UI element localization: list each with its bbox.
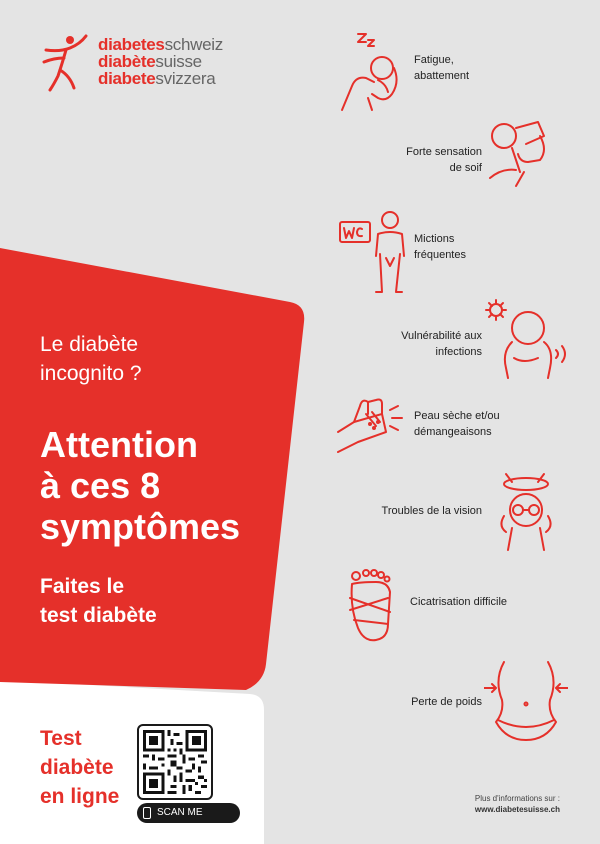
drinking-person-icon — [486, 118, 562, 190]
cta-text — [40, 572, 260, 630]
symptom-label: Forte sensation de soif — [406, 146, 482, 174]
logo-line-1: diabetesschweiz — [98, 35, 223, 54]
wc-person-icon — [338, 210, 408, 294]
itchy-hand-icon — [336, 392, 412, 462]
intro-text — [40, 330, 260, 388]
dizzy-vision-icon — [494, 472, 560, 552]
logo-line-2: diabètesuisse — [98, 52, 202, 71]
logo-line-3: diabetesvizzera — [98, 69, 216, 88]
headline-line-1: Attention — [40, 424, 198, 465]
headline-line-3: symptômes — [40, 506, 241, 547]
qr-code[interactable] — [137, 724, 213, 800]
symptom-label: Vulnérabilité aux infections — [401, 330, 482, 358]
website-link[interactable]: www.diabetesuisse.ch — [474, 805, 560, 814]
symptom-label: Troubles de la vision — [381, 505, 482, 517]
logo-figure-icon — [40, 32, 90, 92]
headline-line-2: à ces 8 — [40, 465, 161, 506]
weight-loss-waist-icon — [484, 660, 568, 742]
symptom-label: Perte de poids — [411, 696, 482, 708]
virus-person-icon — [484, 298, 568, 380]
scan-me-label: SCAN ME — [157, 807, 203, 818]
symptom-label: Peau sèche et/ou démangeaisons — [414, 410, 500, 438]
more-info-label: Plus d'informations sur : — [474, 794, 560, 803]
intro-line-2: incognito ? — [40, 362, 142, 385]
bandaged-foot-icon — [346, 568, 396, 644]
headline — [40, 424, 300, 547]
diabetes-logo[interactable] — [40, 28, 240, 98]
cta-line-1: Faites le — [40, 575, 125, 598]
symptom-label: Mictions fréquentes — [414, 233, 466, 261]
test-online-line-2: diabète — [40, 756, 114, 779]
test-online-text — [40, 724, 150, 811]
intro-line-1: Le diabète — [40, 333, 139, 356]
more-info — [475, 793, 560, 815]
symptom-label: Fatigue, abattement — [414, 54, 470, 82]
cta-line-2: test diabète — [40, 604, 157, 627]
tired-person-icon — [338, 32, 410, 112]
symptom-label: Cicatrisation difficile — [410, 596, 508, 608]
test-online-line-1: Test — [40, 727, 82, 750]
test-online-line-3: en ligne — [40, 785, 120, 808]
scan-me-button[interactable] — [137, 803, 240, 823]
qr-code-icon — [143, 730, 207, 794]
phone-icon — [143, 807, 151, 819]
